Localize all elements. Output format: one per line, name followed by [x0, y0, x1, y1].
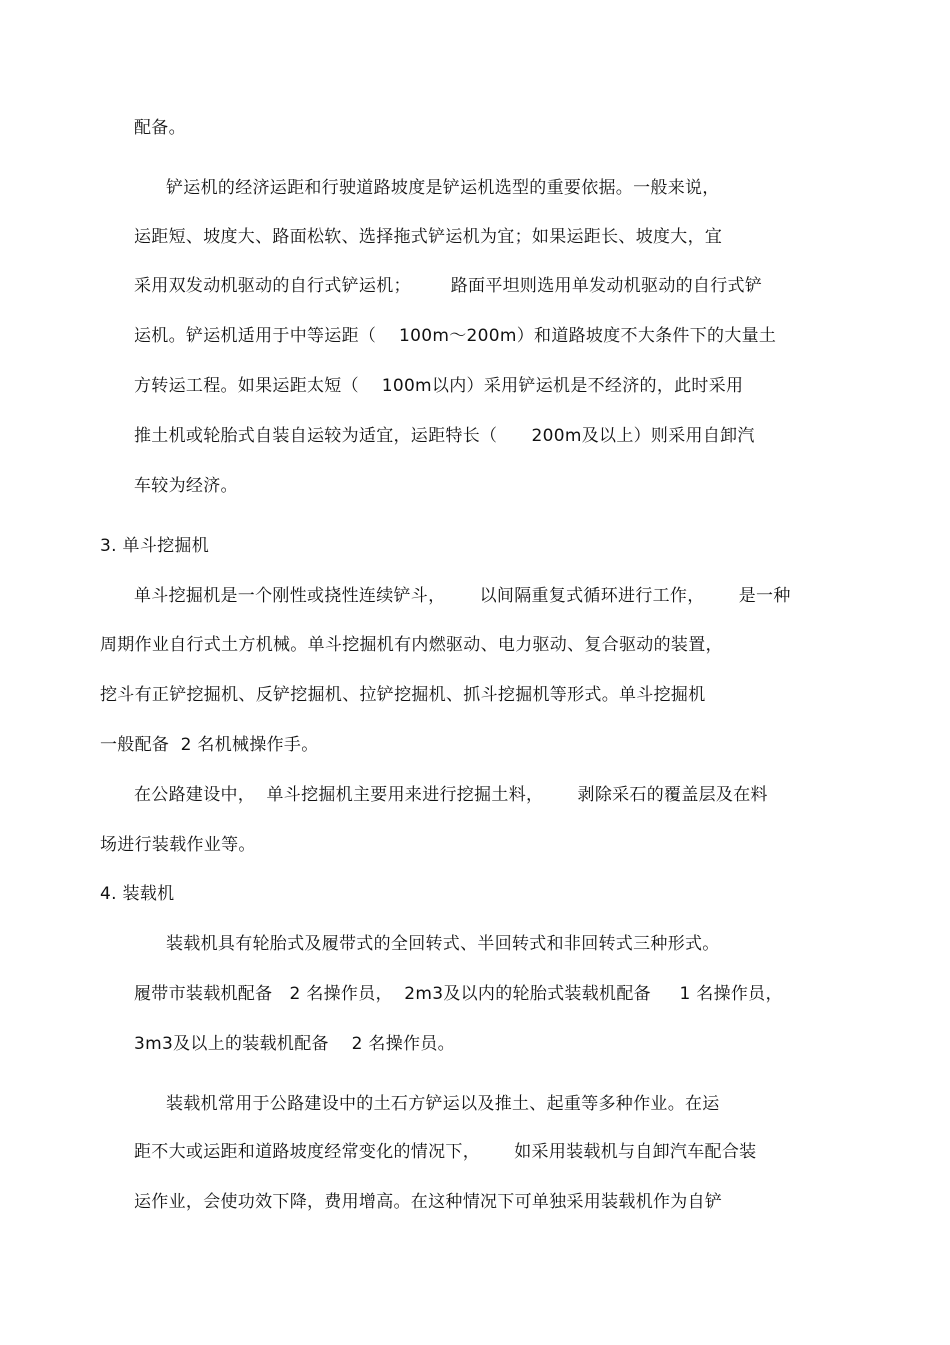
text-line: 铲运机的经济运距和行驶道路坡度是铲运机选型的重要依据。一般来说， — [166, 178, 720, 198]
text-line: 配备。 — [134, 118, 186, 138]
text-line: 场进行装载作业等。 — [100, 835, 256, 855]
text-line: 挖斗有正铲挖掘机、反铲挖掘机、拉铲挖掘机、抓斗挖掘机等形式。单斗挖掘机 — [100, 685, 706, 705]
text-line: 装载机常用于公路建设中的土石方铲运以及推土、起重等多种作业。在运 — [166, 1094, 720, 1114]
section-heading: 3. 单斗挖掘机 — [100, 536, 210, 556]
text-line: 运距短、坡度大、路面松软、选择拖式铲运机为宜；如果运距长、坡度大，宜 — [134, 227, 723, 247]
text-line: 距不大或运距和道路坡度经常变化的情况下， 如采用装载机与自卸汽车配合装 — [134, 1142, 757, 1162]
text-line: 推土机或轮胎式自装自运较为适宜，运距特长（ 200m及以上）则采用自卸汽 — [134, 426, 755, 446]
text-line: 一般配备 2 名机械操作手。 — [100, 735, 319, 755]
text-line: 车较为经济。 — [134, 476, 238, 496]
text-line: 在公路建设中， 单斗挖掘机主要用来进行挖掘土料， 剥除采石的覆盖层及在料 — [134, 785, 768, 805]
text-line: 装载机具有轮胎式及履带式的全回转式、半回转式和非回转式三种形式。 — [166, 934, 720, 954]
text-line: 采用双发动机驱动的自行式铲运机； 路面平坦则选用单发动机驱动的自行式铲 — [134, 276, 763, 296]
section-heading: 4. 装载机 — [100, 884, 175, 904]
text-line: 单斗挖掘机是一个刚性或挠性连续铲斗， 以间隔重复式循环进行工作， 是一种 — [134, 586, 791, 606]
text-line: 方转运工程。如果运距太短（ 100m以内）采用铲运机是不经济的，此时采用 — [134, 376, 744, 396]
text-line: 周期作业自行式土方机械。单斗挖掘机有内燃驱动、电力驱动、复合驱动的装置， — [100, 635, 723, 655]
text-line: 履带市装载机配备 2 名操作员， 2m3及以内的轮胎式装载机配备 1 名操作员， — [134, 984, 783, 1004]
text-line: 运作业，会使功效下降，费用增高。在这种情况下可单独采用装载机作为自铲 — [134, 1192, 723, 1212]
text-line: 运机。铲运机适用于中等运距（ 100m～200m）和道路坡度不大条件下的大量土 — [134, 326, 777, 346]
text-line: 3m3及以上的装载机配备 2 名操作员。 — [134, 1034, 455, 1054]
